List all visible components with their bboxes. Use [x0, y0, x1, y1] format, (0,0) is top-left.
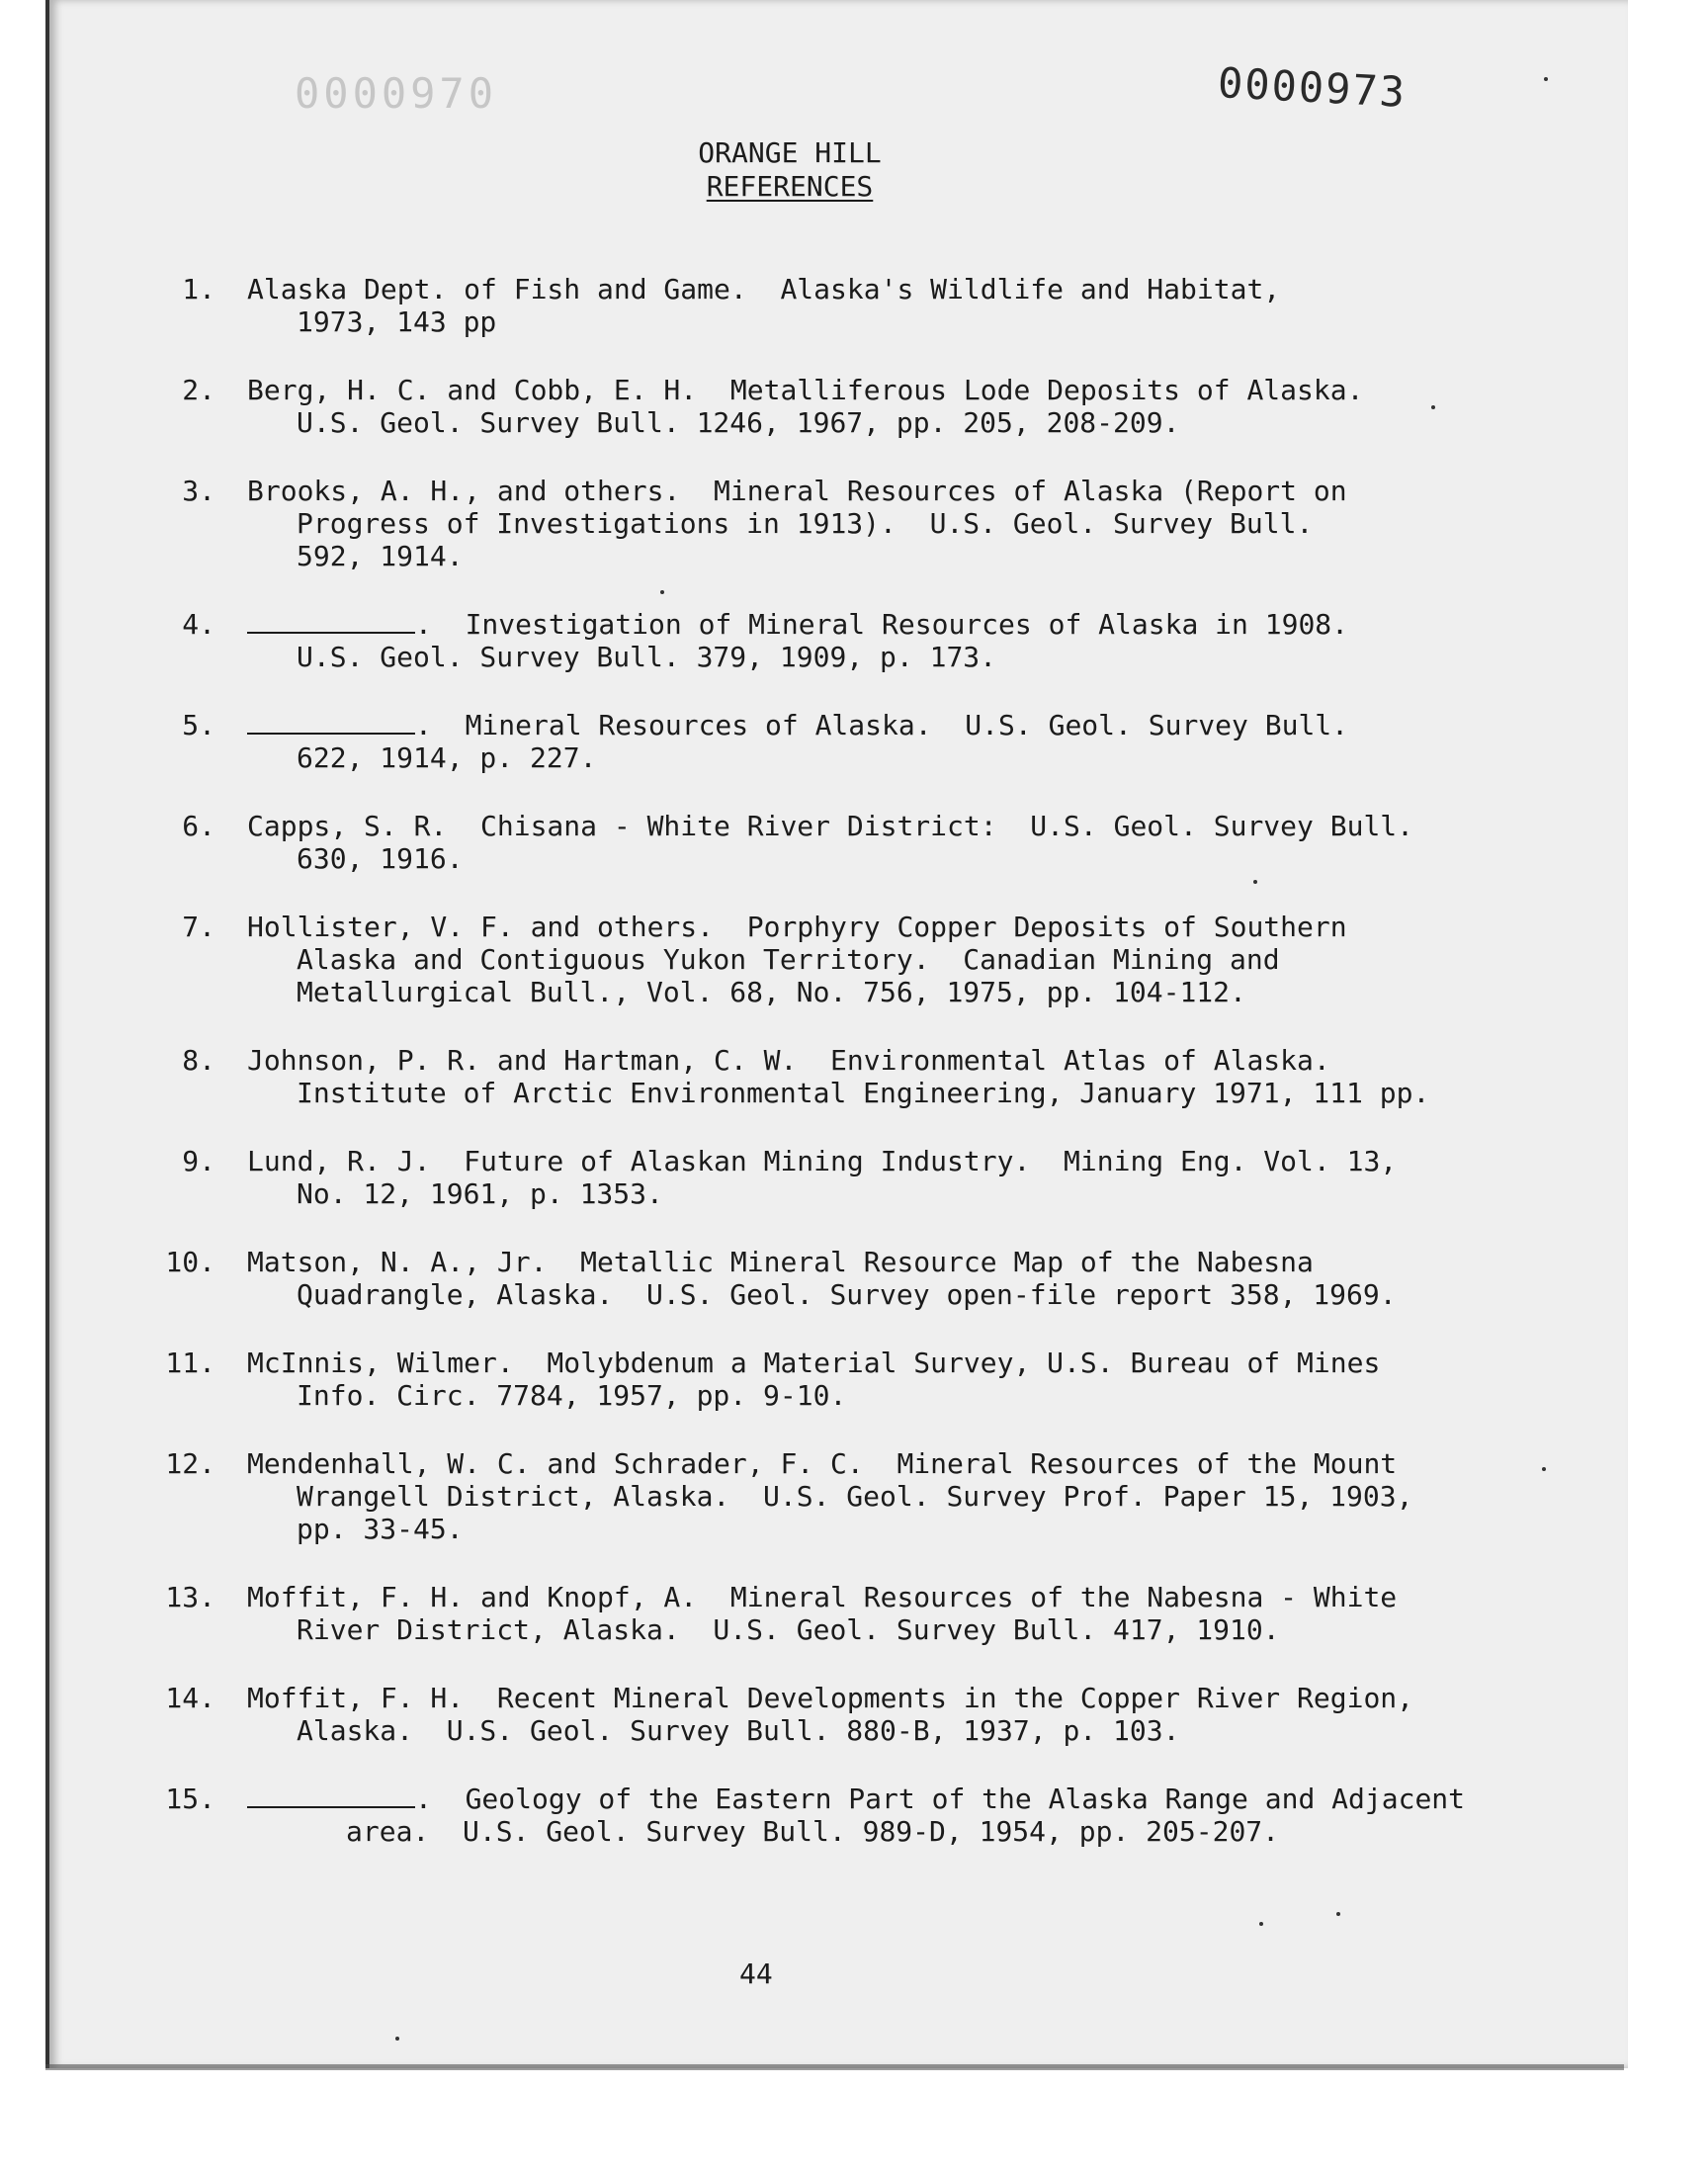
scan-speck [1336, 1912, 1340, 1916]
reference-line: Alaska. U.S. Geol. Survey Bull. 880-B, 1937, p. 103. [297, 1714, 1180, 1747]
reference-number: 2. [182, 374, 215, 406]
scan-speck [1259, 1922, 1263, 1926]
page-title: ORANGE HILL [698, 136, 882, 169]
reference-line: Wrangell District, Alaska. U.S. Geol. Survey Prof. Paper 15, 1903, [297, 1480, 1413, 1513]
reference-line: Capps, S. R. Chisana - White River District: U.S. Geol. Survey Bull. [247, 810, 1414, 842]
reference-line-with-blank [247, 608, 1483, 641]
reference-item-14 [158, 1682, 1483, 1747]
page-number: 44 [739, 1958, 773, 1990]
reference-line: No. 12, 1961, p. 1353. [297, 1177, 663, 1210]
reference-line: 592, 1914. [297, 540, 464, 572]
reference-line: 622, 1914, p. 227. [297, 741, 597, 774]
reference-number: 7. [182, 911, 215, 943]
reference-item-15 [158, 1783, 1483, 1848]
scan-speck [1253, 880, 1257, 884]
reference-number: 10. [165, 1246, 215, 1278]
reference-line: U.S. Geol. Survey Bull. 379, 1909, p. 173. [297, 641, 997, 673]
page-edge-shadow [45, 2064, 1624, 2070]
reference-number: 15. [165, 1783, 215, 1815]
reference-line: . Mineral Resources of Alaska. U.S. Geol. Survey Bull. [415, 709, 1349, 741]
ditto-blank-line [247, 1783, 415, 1808]
reference-number: 9. [182, 1145, 215, 1177]
reference-number: 14. [165, 1682, 215, 1714]
reference-line: Mendenhall, W. C. and Schrader, F. C. Mineral Resources of the Mount [247, 1447, 1398, 1480]
reference-item-13 [158, 1581, 1483, 1646]
reference-item-2 [158, 374, 1483, 439]
reference-line: Quadrangle, Alaska. U.S. Geol. Survey open-file report 358, 1969. [297, 1278, 1397, 1311]
ditto-blank-line [247, 709, 415, 735]
reference-number: 12. [165, 1447, 215, 1480]
reference-item-11 [158, 1347, 1483, 1412]
reference-number: 6. [182, 810, 215, 842]
reference-item-10 [158, 1246, 1483, 1311]
reference-item-5 [158, 709, 1483, 774]
reference-line: Matson, N. A., Jr. Metallic Mineral Resource Map of the Nabesna [247, 1246, 1314, 1278]
reference-line: Institute of Arctic Environmental Engineering, January 1971, 111 pp. [297, 1077, 1430, 1109]
reference-line: McInnis, Wilmer. Molybdenum a Material Survey, U.S. Bureau of Mines [247, 1347, 1381, 1379]
reference-line: Berg, H. C. and Cobb, E. H. Metalliferous Lode Deposits of Alaska. [247, 374, 1364, 406]
bleed-through-number: 0000970 [295, 69, 498, 118]
reference-line: . Geology of the Eastern Part of the Alaska Range and Adjacent [415, 1783, 1466, 1815]
reference-line: River District, Alaska. U.S. Geol. Survey Bull. 417, 1910. [297, 1613, 1280, 1646]
scan-speck [1542, 1467, 1546, 1471]
reference-line: Johnson, P. R. and Hartman, C. W. Environmental Atlas of Alaska. [247, 1044, 1330, 1077]
reference-line: Metallurgical Bull., Vol. 68, No. 756, 1975, pp. 104-112. [297, 976, 1246, 1008]
reference-number: 5. [182, 709, 215, 741]
reference-line: Progress of Investigations in 1913). U.S. Geol. Survey Bull. [297, 507, 1314, 540]
reference-item-12 [158, 1447, 1483, 1545]
reference-number: 1. [182, 273, 215, 305]
reference-line: Alaska and Contiguous Yukon Territory. Canadian Mining and [297, 943, 1280, 976]
reference-item-7 [158, 911, 1483, 1008]
reference-item-4 [158, 608, 1483, 673]
reference-list [158, 273, 1483, 1883]
reference-line: . Investigation of Mineral Resources of Alaska in 1908. [415, 608, 1349, 641]
reference-line: Brooks, A. H., and others. Mineral Resources of Alaska (Report on [247, 475, 1347, 507]
reference-line-with-blank [247, 1783, 1483, 1815]
reference-line: Alaska Dept. of Fish and Game. Alaska's Wildlife and Habitat, [247, 273, 1281, 305]
reference-number: 3. [182, 475, 215, 507]
reference-line: 1973, 143 pp [297, 305, 497, 338]
reference-line: U.S. Geol. Survey Bull. 1246, 1967, pp. 205, 208-209. [297, 406, 1180, 439]
reference-number: 8. [182, 1044, 215, 1077]
reference-number: 11. [165, 1347, 215, 1379]
reference-line: area. U.S. Geol. Survey Bull. 989-D, 1954, pp. 205-207. [346, 1815, 1280, 1848]
reference-line: Hollister, V. F. and others. Porphyry Copper Deposits of Southern [247, 911, 1347, 943]
reference-line: pp. 33-45. [297, 1513, 464, 1545]
document-stamp-number: 0000973 [1216, 58, 1409, 117]
ditto-blank-line [247, 608, 415, 634]
reference-line: Moffit, F. H. Recent Mineral Developments in the Copper River Region, [247, 1682, 1414, 1714]
scan-speck [1544, 77, 1548, 81]
scan-speck [660, 590, 664, 594]
reference-line: Info. Circ. 7784, 1957, pp. 9-10. [297, 1379, 847, 1412]
page-heading [686, 136, 894, 204]
reference-line: Lund, R. J. Future of Alaskan Mining Industry. Mining Eng. Vol. 13, [247, 1145, 1398, 1177]
reference-item-3 [158, 475, 1483, 572]
scan-speck [1431, 405, 1435, 409]
reference-line: 630, 1916. [297, 842, 464, 875]
reference-number: 4. [182, 608, 215, 641]
reference-line: Moffit, F. H. and Knopf, A. Mineral Resources of the Nabesna - White [247, 1581, 1398, 1613]
reference-number: 13. [165, 1581, 215, 1613]
reference-item-6 [158, 810, 1483, 875]
reference-item-8 [158, 1044, 1483, 1109]
scan-speck [395, 2037, 399, 2041]
reference-item-9 [158, 1145, 1483, 1210]
reference-item-1 [158, 273, 1483, 338]
page-subtitle: REFERENCES [706, 170, 874, 203]
reference-line-with-blank [247, 709, 1483, 741]
